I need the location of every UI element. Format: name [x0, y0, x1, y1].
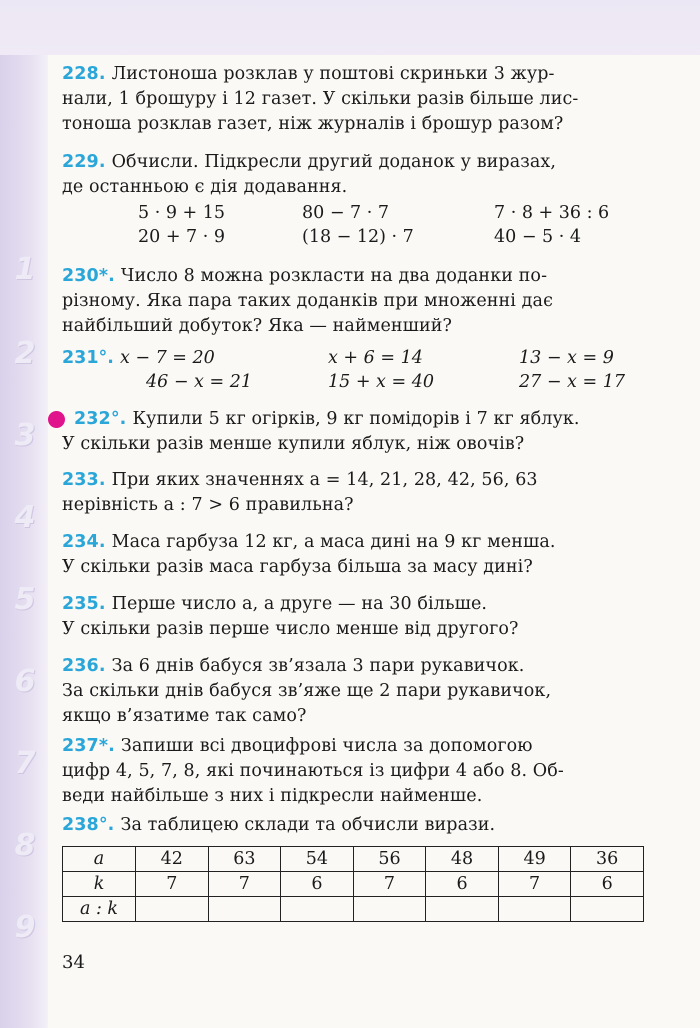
problem-232-cont: [62, 432, 646, 457]
side-tab-1: 1: [14, 252, 36, 287]
page-number: 34: [62, 952, 85, 973]
problem-text-line: Маса гарбуза 12 кг, а маса дині на 9 кг менша.: [111, 532, 556, 552]
problem-number: 229.: [62, 152, 106, 172]
problem-text-line: За таблицею склади та обчисли вирази.: [120, 815, 496, 835]
side-tab-3: 3: [14, 418, 36, 453]
table-row-label: a : k: [63, 897, 136, 922]
problem-text-line: Обчисли. Підкресли другий доданок у виразах,: [111, 152, 557, 172]
problem-228: [62, 62, 646, 137]
marker-dot-icon: [48, 411, 65, 428]
problem-text-line: За скільки днів бабуся зв’яже ще 2 пари рукавичок,: [62, 681, 552, 701]
problem-number: 228.: [62, 64, 106, 84]
table-cell: 6: [571, 872, 644, 897]
equation: 27 − x = 17: [519, 372, 625, 392]
problem-text-line: веди найбільше з них і підкресли найменше.: [62, 786, 483, 806]
table-row-label: k: [63, 872, 136, 897]
problem-text-line: За 6 днів бабуся зв’язала 3 пари рукавичок.: [111, 656, 525, 676]
table-cell: 42: [136, 847, 209, 872]
table-cell: 49: [498, 847, 571, 872]
problem-238: [62, 813, 646, 838]
problem-text-line: Перше число a, а друге — на 30 більше.: [111, 594, 488, 614]
problem-text-line: нерівність a : 7 > 6 правильна?: [62, 495, 354, 515]
table-cell-empty: [353, 897, 426, 922]
equation: 13 − x = 9: [519, 348, 614, 368]
table-cell-empty: [281, 897, 354, 922]
table-row-a: [63, 847, 644, 872]
table-cell: 7: [353, 872, 426, 897]
side-tab-2: 2: [14, 336, 36, 371]
table-cell-empty: [426, 897, 499, 922]
expression: 80 − 7 · 7: [302, 203, 390, 223]
problem-text-line: нали, 1 брошуру і 12 газет. У скільки разів більше лис-: [62, 89, 579, 109]
table-cell: 36: [571, 847, 644, 872]
expression-column-1: [138, 201, 225, 249]
side-tab-6: 6: [14, 664, 36, 699]
expression: 7 · 8 + 36 : 6: [494, 203, 610, 223]
problem-number: 234.: [62, 532, 106, 552]
side-tab-7: 7: [14, 746, 36, 781]
expression-column-3: [494, 201, 609, 249]
problem-text-line: якщо в’язатиме так само?: [62, 706, 307, 726]
table-cell-empty: [208, 897, 281, 922]
problem-236: [62, 654, 646, 729]
problem-text-line: Листоноша розклав у поштові скриньки 3 жур-: [111, 64, 555, 84]
table-cell-empty: [498, 897, 571, 922]
problem-number: 231°.: [62, 348, 114, 368]
table-cell: 7: [208, 872, 281, 897]
problem-text-line: У скільки разів перше число менше від другого?: [62, 619, 519, 639]
problem-number: 230*.: [62, 266, 115, 286]
problem-231-col-3: [519, 346, 625, 394]
problem-number: 238°.: [62, 815, 115, 835]
table-cell: 7: [498, 872, 571, 897]
side-tab-9: 9: [14, 910, 36, 945]
table-cell-empty: [571, 897, 644, 922]
problem-text-line: де останньою є дія додавання.: [62, 177, 348, 197]
problem-text-line: тоноша розклав газет, ніж журналів і брошур разом?: [62, 114, 564, 134]
table-cell: 7: [136, 872, 209, 897]
problem-230: [62, 264, 646, 339]
equation: 46 − x = 21: [146, 372, 252, 392]
expression: 5 · 9 + 15: [138, 203, 226, 223]
expression: 20 + 7 · 9: [138, 227, 226, 247]
table-cell: 63: [208, 847, 281, 872]
problem-text-line: При яких значеннях a = 14, 21, 28, 42, 56, 63: [111, 470, 538, 490]
problem-232: [74, 407, 646, 432]
problem-text-line: Число 8 можна розкласти на два доданки по-: [120, 266, 548, 286]
table-cell: 6: [281, 872, 354, 897]
table-cell: 54: [281, 847, 354, 872]
problem-233: [62, 468, 646, 518]
problem-number: 233.: [62, 470, 106, 490]
problem-number: 237*.: [62, 736, 115, 756]
equation: x + 6 = 14: [328, 348, 423, 368]
problem-231-col-2: [328, 346, 434, 394]
problem-number: 235.: [62, 594, 106, 614]
expression-column-2: [302, 201, 414, 249]
table-cell: 56: [353, 847, 426, 872]
problem-text-line: цифр 4, 5, 7, 8, які починаються із цифри 4 або 8. Об-: [62, 761, 564, 781]
page-top-band: [0, 0, 700, 55]
problem-text-line: найбільший добуток? Яка — найменший?: [62, 316, 453, 336]
problem-235: [62, 592, 646, 642]
problem-number: 236.: [62, 656, 106, 676]
problem-text-line: У скільки разів маса гарбуза більша за масу дині?: [62, 557, 533, 577]
expression: 40 − 5 · 4: [494, 227, 582, 247]
problem-237: [62, 734, 646, 809]
equation: x − 7 = 20: [119, 348, 215, 368]
table-row-label: a: [63, 847, 136, 872]
problem-text-line: Запиши всі двоцифрові числа за допомогою: [120, 736, 533, 756]
table-cell-empty: [136, 897, 209, 922]
problem-text-line: різному. Яка пара таких доданків при множенні дає: [62, 291, 553, 311]
table-cell: 48: [426, 847, 499, 872]
problem-229: [62, 150, 646, 200]
problem-text-line: У скільки разів менше купили яблук, ніж овочів?: [62, 434, 525, 454]
side-tab-5: 5: [14, 582, 36, 617]
table-cell: 6: [426, 872, 499, 897]
problem-231-col-1: [62, 346, 252, 394]
values-table: [62, 846, 644, 922]
problem-text-line: Купили 5 кг огірків, 9 кг помідорів і 7 кг яблук.: [132, 409, 580, 429]
side-tab-8: 8: [14, 828, 36, 863]
equation: 15 + x = 40: [328, 372, 434, 392]
table-row-k: [63, 872, 644, 897]
problem-234: [62, 530, 646, 580]
problem-number: 232°.: [74, 409, 127, 429]
table-row-ak: [63, 897, 644, 922]
side-tab-4: 4: [14, 500, 36, 535]
page-side-band: [0, 55, 48, 1028]
expression: (18 − 12) · 7: [302, 227, 414, 247]
